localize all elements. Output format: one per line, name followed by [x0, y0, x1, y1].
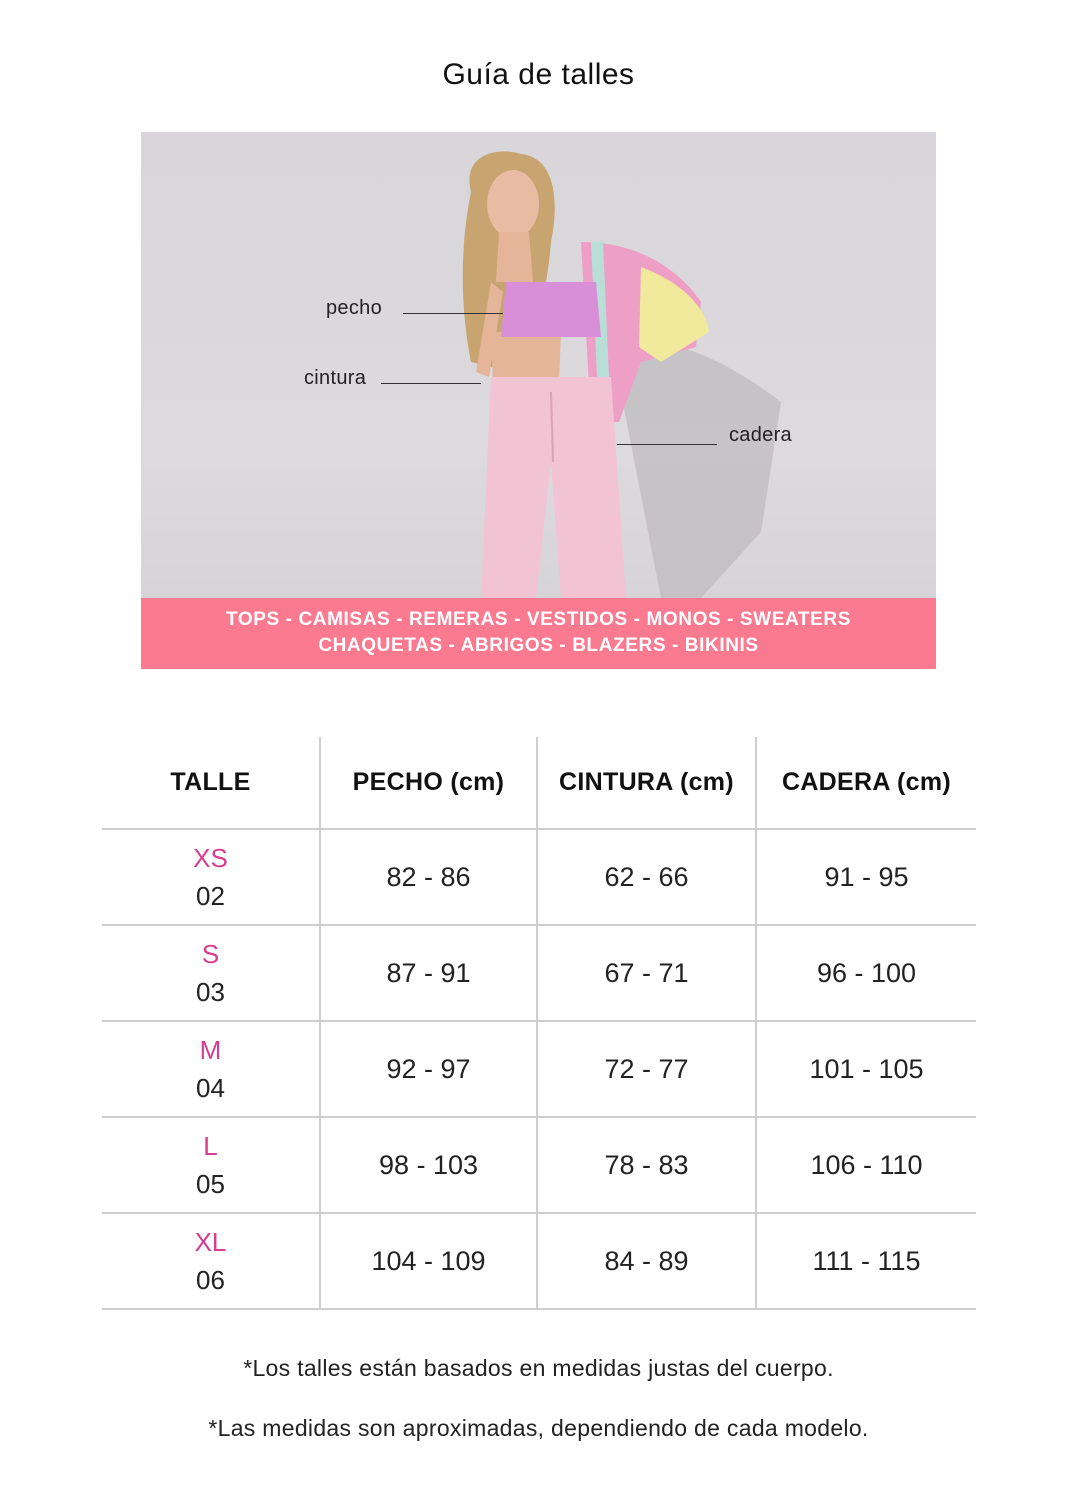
size-letter: M	[199, 1035, 222, 1065]
header-hip: CADERA (cm)	[756, 737, 976, 829]
header-waist: CINTURA (cm)	[537, 737, 756, 829]
size-cell	[102, 1021, 320, 1117]
size-number: 06	[196, 1265, 225, 1295]
waist-line	[381, 383, 481, 384]
banner-line-2: CHAQUETAS - ABRIGOS - BLAZERS - BIKINIS	[318, 635, 759, 656]
model-illustration	[141, 132, 936, 598]
waist-cell: 72 - 77	[537, 1021, 756, 1117]
size-table	[102, 737, 976, 1310]
hip-cell: 96 - 100	[756, 925, 976, 1021]
note-body-measurements: *Los talles están basados en medidas justas del cuerpo.	[243, 1355, 834, 1381]
size-cell	[102, 1117, 320, 1213]
model-photo	[141, 132, 936, 669]
table-header-row	[102, 737, 976, 829]
waist-cell: 67 - 71	[537, 925, 756, 1021]
size-number: 03	[196, 977, 225, 1007]
size-letter: XL	[194, 1227, 227, 1257]
size-number: 04	[196, 1073, 225, 1103]
size-letter: S	[201, 939, 220, 969]
size-number: 05	[196, 1169, 225, 1199]
size-number: 02	[196, 881, 225, 911]
table-row	[102, 1213, 976, 1309]
banner-line-1: TOPS - CAMISAS - REMERAS - VESTIDOS - MONOS - SWEATERS	[226, 609, 851, 630]
chest-cell: 87 - 91	[320, 925, 537, 1021]
size-cell	[102, 925, 320, 1021]
header-size: TALLE	[102, 737, 320, 829]
table-row	[102, 829, 976, 925]
size-cell	[102, 1213, 320, 1309]
hip-cell: 91 - 95	[756, 829, 976, 925]
hip-cell: 111 - 115	[756, 1213, 976, 1309]
hip-cell: 101 - 105	[756, 1021, 976, 1117]
hip-cell: 106 - 110	[756, 1117, 976, 1213]
header-chest: PECHO (cm)	[320, 737, 537, 829]
table-row	[102, 1117, 976, 1213]
waist-cell: 84 - 89	[537, 1213, 756, 1309]
hip-line	[617, 444, 717, 445]
page-title: Guía de talles	[442, 58, 635, 91]
chest-cell: 82 - 86	[320, 829, 537, 925]
category-banner	[141, 598, 936, 669]
note-approximate-measurements: *Las medidas son aproximadas, dependiendo de cada modelo.	[208, 1415, 869, 1441]
waist-label: cintura	[304, 367, 367, 389]
table-row	[102, 925, 976, 1021]
table-row	[102, 1021, 976, 1117]
waist-cell: 78 - 83	[537, 1117, 756, 1213]
chest-cell: 98 - 103	[320, 1117, 537, 1213]
chest-cell: 92 - 97	[320, 1021, 537, 1117]
waist-cell: 62 - 66	[537, 829, 756, 925]
size-letter: L	[203, 1131, 218, 1161]
hip-label: cadera	[729, 424, 792, 446]
chest-line	[403, 313, 503, 314]
size-letter: XS	[193, 843, 228, 873]
chest-cell: 104 - 109	[320, 1213, 537, 1309]
size-cell	[102, 829, 320, 925]
chest-label: pecho	[326, 297, 382, 319]
